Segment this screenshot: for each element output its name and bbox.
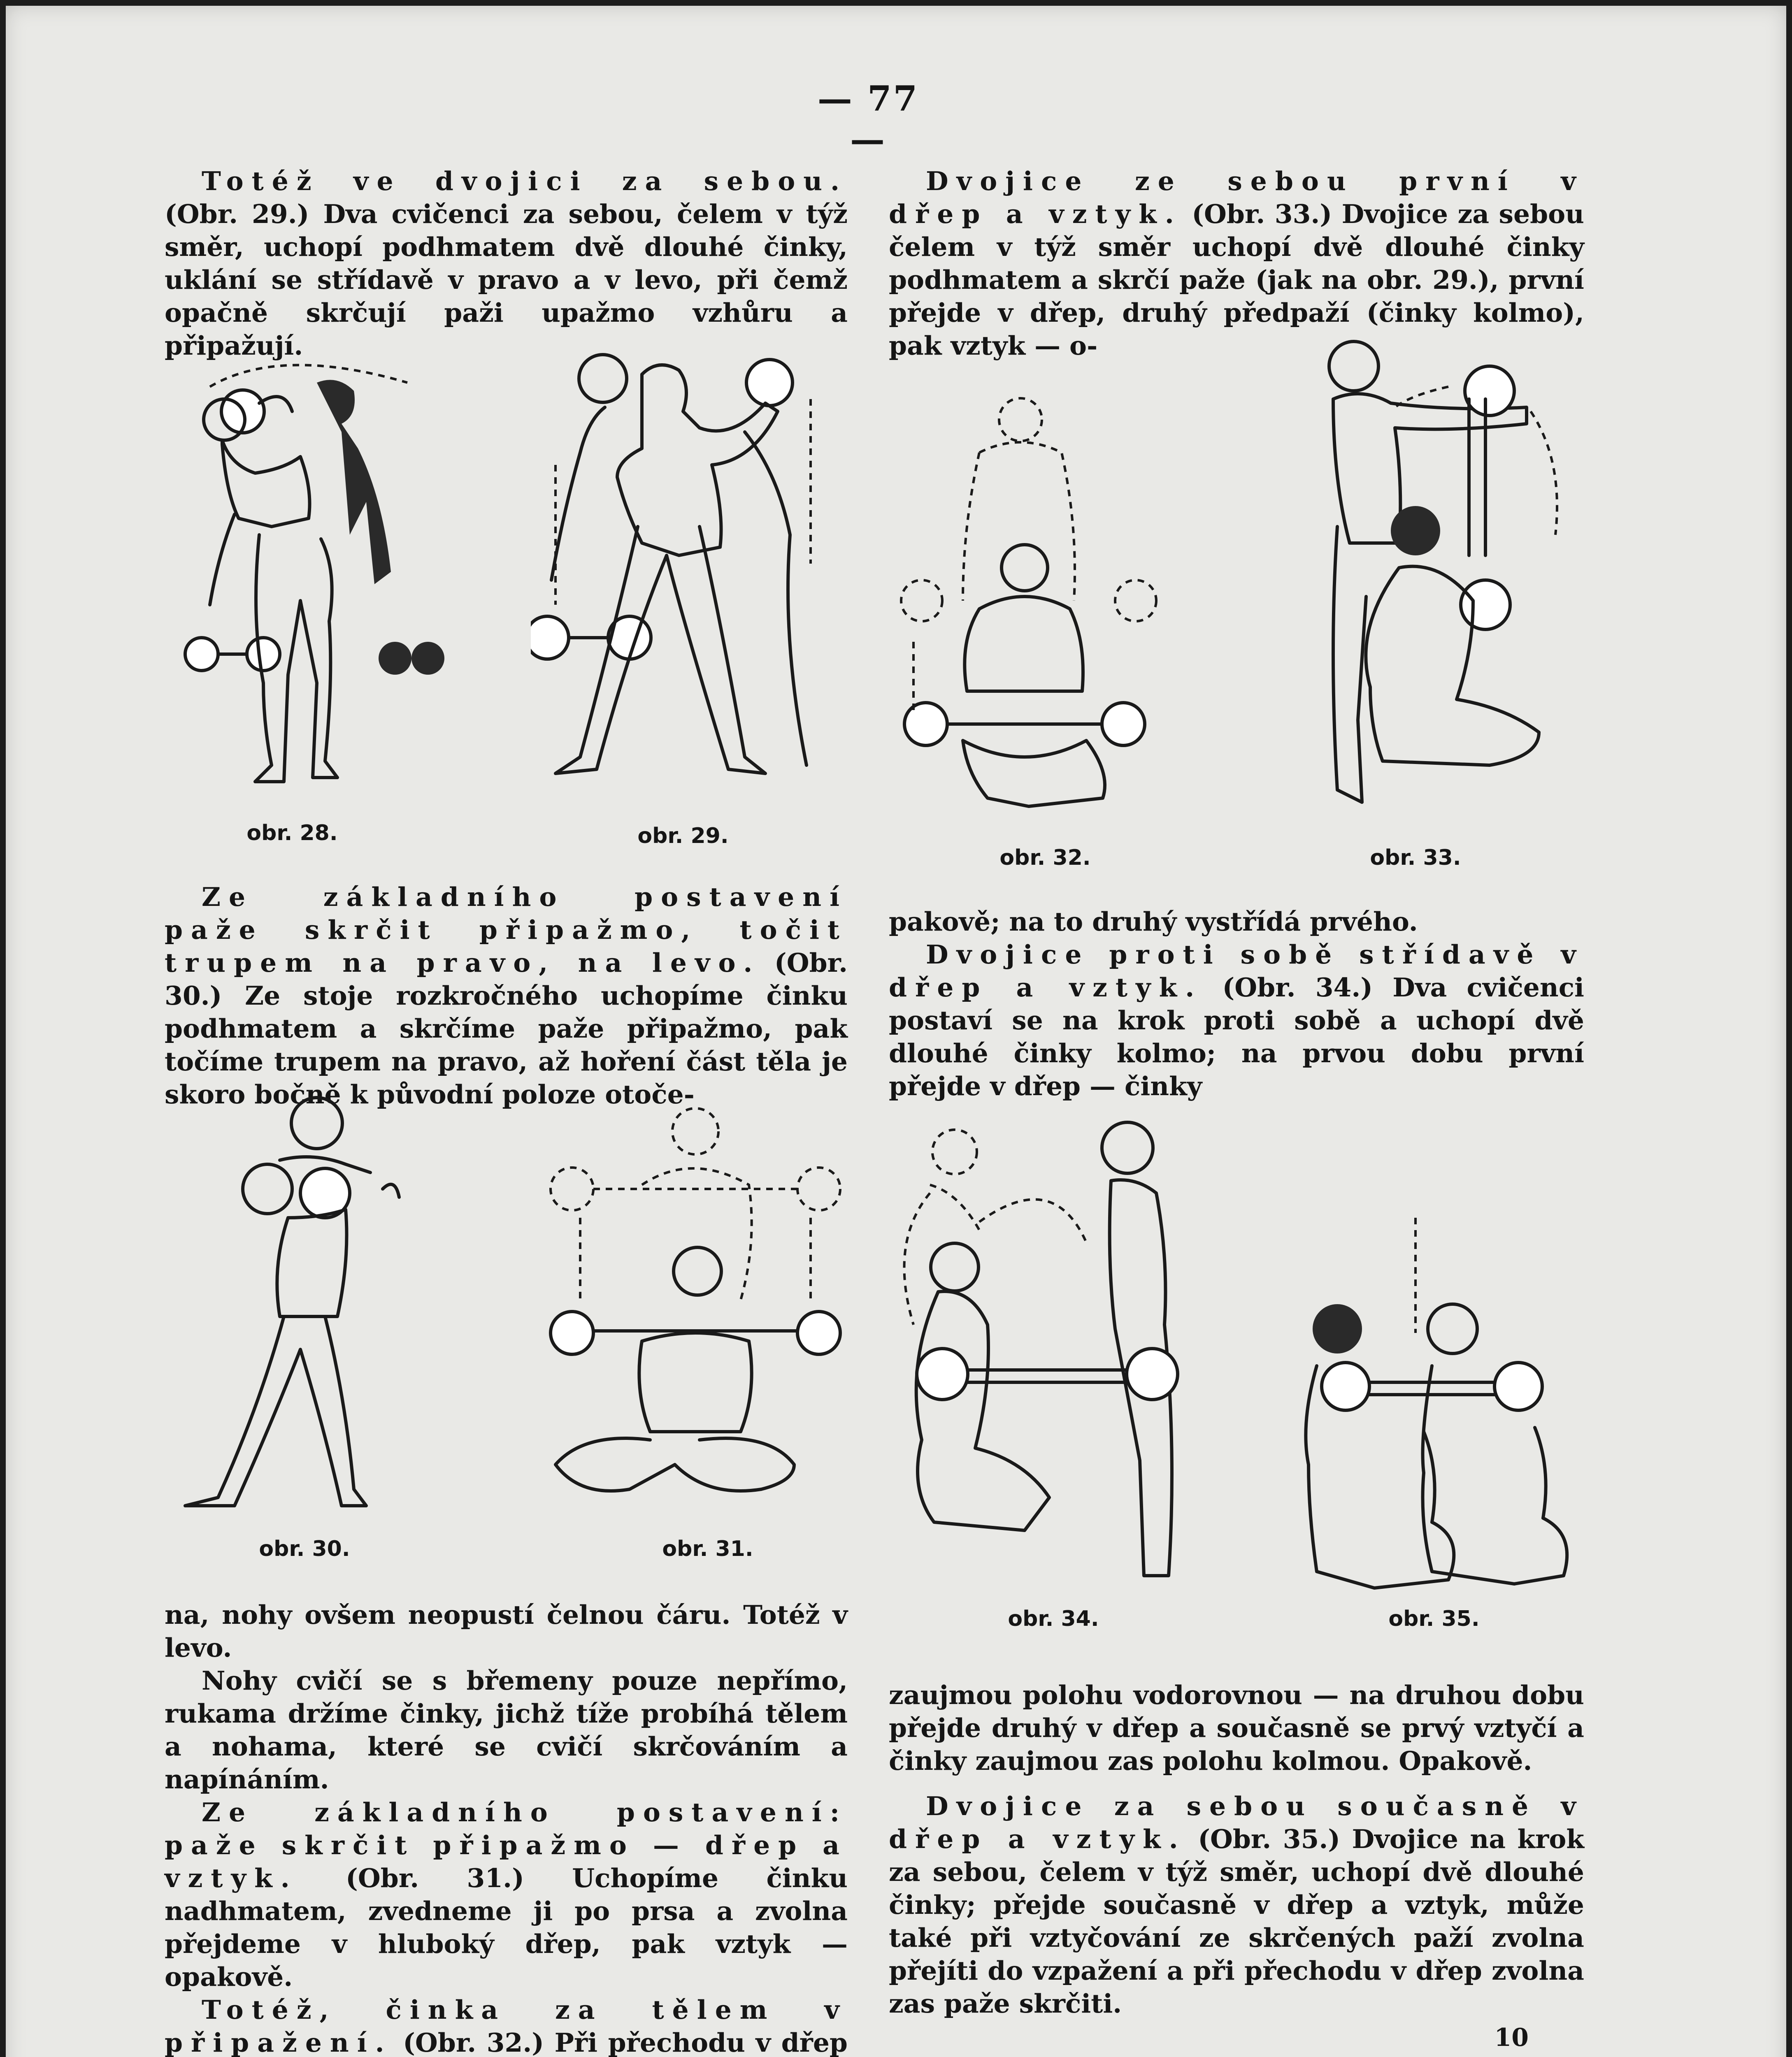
- exercise-title: Ze základního postavení paže skrčit připažmo, točit trupem na pravo, na levo.: [165, 882, 848, 978]
- figure-29: [531, 350, 844, 810]
- paragraph: [889, 1790, 1584, 2020]
- exercise-text: (Obr. 29.) Dva cvičenci za sebou, čelem v týž směr, uchopí podhmatem dvě dlouhé činky, uklání se střídavě v pravo a v levo, při čemž opačně skrčují paži upažmo vzhůru a připažují.: [165, 199, 848, 361]
- figure-31: [539, 1103, 852, 1522]
- exercise-text: (Obr. 34.) Dva cvičenci postaví se na krok proti sobě a uchopí dvě dlouhé činky kolmo; na prvou dobu první přejde v dřep — činky: [889, 972, 1584, 1101]
- caption-fig34: obr. 34.: [1008, 1607, 1099, 1631]
- left-bottom-text: [165, 1598, 848, 2057]
- exercise-title: Totéž ve dvojici za sebou.: [202, 166, 848, 196]
- exercise-text: (Obr. 32.) Při přechodu v dřep: [403, 2027, 848, 2057]
- figure-32: [897, 395, 1177, 831]
- paragraph: [889, 938, 1584, 1103]
- page-number: — 77 —: [817, 78, 919, 160]
- paragraph: Nohy cvičí se s břemeny pouze nepřímo, rukama držíme činky, jichž tíže probíhá tělem a nohama, které se cvičí skrčováním a napínáním.: [165, 1665, 848, 1795]
- caption-fig32: obr. 32.: [999, 845, 1091, 870]
- right-bottom-text: [889, 1679, 1584, 2020]
- paragraph: [165, 1993, 848, 2057]
- right-mid-text: [889, 905, 1584, 1103]
- figure-31-illustration: [539, 1103, 852, 1522]
- paragraph: zaujmou polohu vodorovnou — na druhou dobu přejde druhý v dřep a současně se prvý vztyčí a činky zaujmou zas polohu kolmou. Opakově.: [889, 1680, 1584, 1776]
- exercise-title: Dvojice ze sebou první v dřep a vztyk.: [889, 166, 1584, 229]
- caption-fig30: obr. 30.: [259, 1537, 350, 1561]
- footer-page-number: 10: [1494, 2023, 1529, 2052]
- caption-fig29: obr. 29.: [637, 824, 729, 848]
- exercise-text: (Obr. 30.) Ze stoje rozkročného uchopíme činku podhmatem a skrčíme paže připažmo, pak točíme trupem na pravo, až hoření část těla je skoro bočně k původní poloze otoče-: [165, 947, 848, 1110]
- left-mid-text: [165, 880, 848, 1111]
- exercise-text: (Obr. 35.) Dvojice na krok za sebou, čelem v týž směr, uchopí dvě dlouhé činky; přejde současně v dřep a vztyk, může také při vztyčování ze skrčených paží zvolna přejíti do vzpažení a při přechodu v dřep zvolna zas paže skrčiti.: [889, 1824, 1584, 2019]
- figure-29-illustration: [531, 350, 844, 810]
- exercise-title: Dvojice proti sobě střídavě v dřep a vztyk.: [889, 939, 1584, 1003]
- figure-30-illustration: [177, 1094, 432, 1518]
- figure-34: [897, 1119, 1226, 1604]
- caption-fig31: obr. 31.: [662, 1537, 753, 1561]
- paragraph: [889, 165, 1584, 362]
- left-top-text: [165, 165, 848, 362]
- figure-35-illustration: [1292, 1210, 1580, 1604]
- figure-28-illustration: [177, 337, 465, 806]
- figure-32-illustration: [897, 395, 1177, 831]
- paragraph: na, nohy ovšem neopustí čelnou čáru. Totéž v levo.: [165, 1600, 848, 1663]
- paragraph: [165, 165, 848, 362]
- figure-30: [177, 1094, 432, 1518]
- exercise-title: Ze základního postavení: paže skrčit připažmo — dřep a vztyk.: [165, 1797, 848, 1893]
- figure-33-illustration: [1276, 337, 1572, 831]
- exercise-text: (Obr. 33.) Dvojice za sebou čelem v týž směr uchopí dvě dlouhé činky podhmatem a skrčí paže (jak na obr. 29.), první přejde v dřep, druhý předpaží (činky kolmo), pak vztyk — o-: [889, 199, 1584, 361]
- paragraph: [165, 1796, 848, 1993]
- figure-33: [1276, 337, 1572, 831]
- exercise-text: (Obr. 31.) Uchopíme činku nadhmatem, zvedneme ji po prsa a zvolna přejdeme v hluboký dřep, pak vztyk — opakově.: [165, 1863, 848, 1992]
- figure-28: [177, 337, 465, 806]
- paragraph: [165, 880, 848, 1111]
- exercise-title: Totéž, činka za tělem v připažení.: [165, 1994, 848, 2057]
- exercise-title: Dvojice za sebou současně v dřep a vztyk.: [889, 1791, 1584, 1854]
- right-top-text: [889, 165, 1584, 362]
- figure-34-illustration: [897, 1119, 1226, 1604]
- caption-fig28: obr. 28.: [246, 821, 338, 845]
- figure-35: [1292, 1210, 1580, 1604]
- caption-fig35: obr. 35.: [1388, 1607, 1480, 1631]
- paragraph: pakově; na to druhý vystřídá prvého.: [889, 906, 1418, 937]
- caption-fig33: obr. 33.: [1370, 845, 1461, 870]
